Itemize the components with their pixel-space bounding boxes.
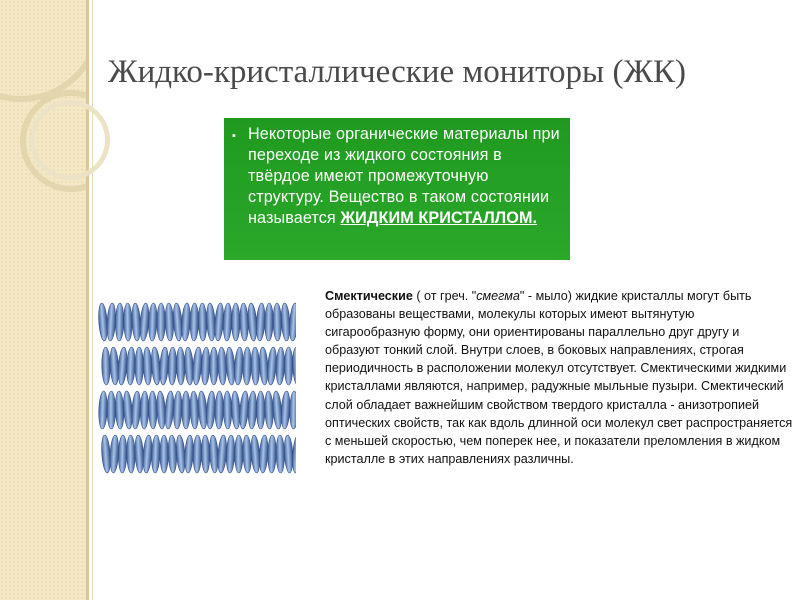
molecule	[223, 391, 232, 429]
molecule	[289, 391, 296, 429]
molecule	[215, 391, 224, 429]
molecule	[292, 347, 296, 385]
definition-body: Некоторые органические материалы при переходе из жидкого состояния в твёрдое имеют промежуточную структуру. Вещество в таком состоянии называется	[248, 125, 560, 227]
molecule	[165, 303, 175, 341]
molecule	[276, 435, 285, 473]
molecule	[283, 435, 293, 473]
molecule	[209, 435, 219, 473]
molecule	[248, 391, 258, 429]
molecule	[206, 303, 216, 341]
molecule	[231, 391, 241, 429]
molecule	[131, 303, 141, 341]
left-decorative-band	[0, 0, 86, 600]
molecule	[257, 391, 265, 429]
molecule	[123, 303, 132, 341]
molecule	[201, 435, 210, 473]
molecule	[232, 303, 240, 341]
molecule	[264, 391, 274, 429]
molecule	[148, 391, 157, 429]
greek-word: смегма	[476, 289, 520, 303]
molecule	[267, 435, 276, 473]
molecule	[126, 347, 136, 385]
molecule	[140, 391, 149, 429]
molecule	[160, 435, 168, 473]
molecule	[168, 347, 177, 385]
definition-box	[224, 118, 570, 260]
molecule	[193, 435, 202, 473]
molecule	[217, 347, 227, 385]
molecule	[131, 391, 141, 429]
molecule	[143, 347, 153, 385]
smectic-crystal-illustration	[98, 295, 296, 475]
molecule	[176, 347, 185, 385]
molecule	[280, 391, 290, 429]
molecule	[264, 303, 273, 341]
molecule	[118, 435, 127, 473]
molecule	[184, 435, 194, 473]
molecule	[242, 435, 252, 473]
molecule	[157, 303, 165, 341]
molecule	[259, 347, 269, 385]
molecule	[106, 303, 116, 341]
molecule	[243, 347, 252, 385]
slide-title: Жидко-кристаллические мониторы (ЖК)	[108, 54, 687, 90]
molecule	[226, 435, 236, 473]
molecule	[126, 435, 135, 473]
molecule	[109, 347, 119, 385]
molecule	[135, 347, 143, 385]
bullet-icon: ▪	[232, 130, 236, 142]
molecule	[273, 303, 282, 341]
molecule	[184, 347, 194, 385]
molecule-layers-image	[98, 295, 296, 475]
molecule	[101, 347, 110, 385]
molecule	[190, 303, 199, 341]
description-part-1: ( от греч. "	[412, 289, 477, 303]
band-divider-thin	[92, 0, 93, 600]
molecule	[115, 303, 124, 341]
molecule	[181, 303, 191, 341]
molecule	[159, 347, 169, 385]
molecule	[210, 347, 218, 385]
molecule	[256, 303, 266, 341]
molecule	[275, 347, 285, 385]
molecule	[198, 303, 207, 341]
molecule	[156, 391, 166, 429]
molecule	[148, 303, 158, 341]
molecule	[223, 303, 233, 341]
molecule	[168, 435, 178, 473]
definition-text	[236, 124, 562, 229]
molecule	[234, 347, 244, 385]
molecule	[98, 391, 108, 429]
molecule	[134, 435, 144, 473]
molecule	[182, 391, 190, 429]
molecule	[189, 391, 199, 429]
molecule	[201, 347, 211, 385]
description-part-2: " - мыло) жидкие кристаллы могут быть образованы веществами, молекулы которых имеют вытянутую сигарообразную форму, они ориентированы параллельно друг другу и образуют тонкий слой. Внутри слоев, в боковых направлениях, строгая периодичность в расположении молекул отсутствует. Смектическими жидкими кристаллами являются, например, радужные мыльные пузыри. Смектический слой обладает важнейшим свойством твердого кристалла - анизотропией оптических свойств, так как вдоль длинной оси молекул свет распространяется с меньшей скоростью, чем поперек нее, и показатели преломления в жидком кристалле в этих направлениях различны.	[325, 289, 793, 466]
molecule	[280, 303, 290, 341]
molecule	[235, 435, 243, 473]
molecule	[109, 435, 119, 473]
molecule	[284, 347, 292, 385]
molecule	[251, 347, 260, 385]
definition-highlight: ЖИДКИМ КРИСТАЛЛОМ.	[340, 209, 538, 227]
molecule	[107, 391, 115, 429]
decorative-ring-large	[0, 0, 86, 102]
decorative-ring-small	[30, 100, 110, 180]
molecule	[206, 391, 216, 429]
molecule	[151, 435, 161, 473]
molecule	[173, 391, 183, 429]
band-divider	[86, 0, 89, 600]
molecule	[239, 303, 249, 341]
molecule	[259, 435, 269, 473]
term-smectic: Смектические	[325, 289, 413, 303]
smectic-description	[325, 287, 793, 468]
molecule	[115, 391, 125, 429]
